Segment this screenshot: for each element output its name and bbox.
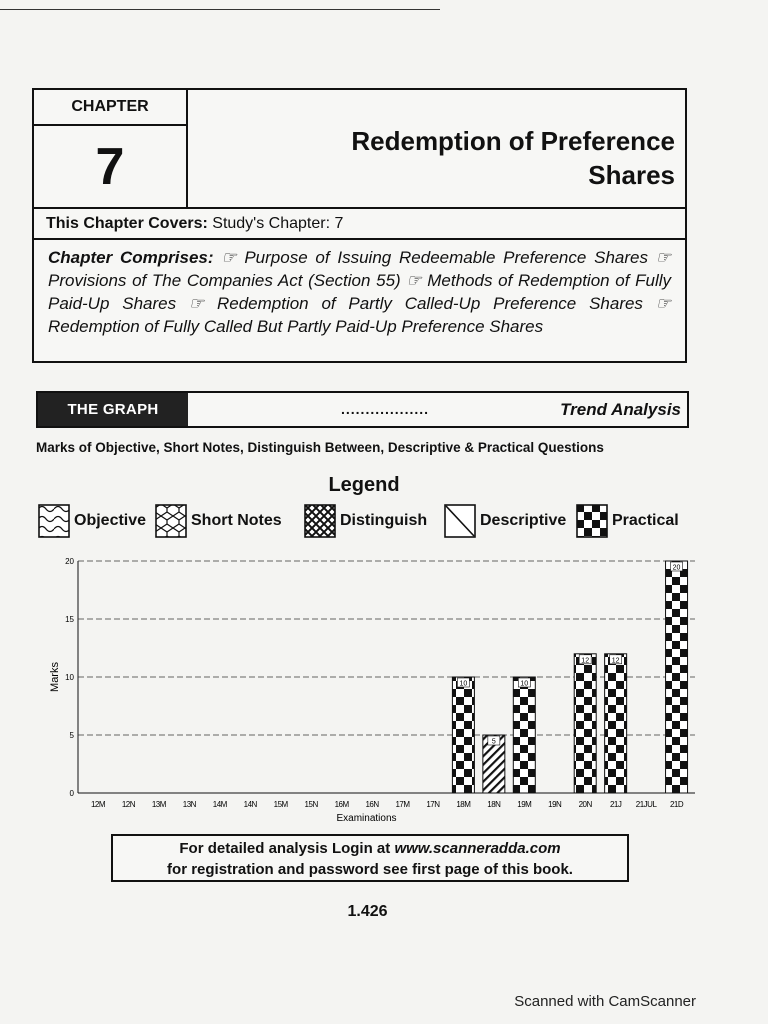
footer-prefix: For detailed analysis Login at bbox=[179, 840, 395, 857]
y-tick-label: 20 bbox=[65, 557, 74, 566]
bar-data-label: 20 bbox=[672, 564, 681, 572]
bar bbox=[513, 677, 535, 793]
bar-data-label: 10 bbox=[520, 680, 529, 688]
x-tick-label: 20N bbox=[578, 800, 592, 809]
graph-dots: .................. bbox=[341, 401, 430, 417]
y-tick-label: 10 bbox=[65, 673, 74, 682]
footer-line2: for registration and password see first page of this book. bbox=[167, 861, 573, 878]
y-tick-label: 5 bbox=[69, 731, 74, 740]
comprises-bullet-icon: ☞ bbox=[400, 271, 428, 290]
graph-banner bbox=[36, 391, 689, 428]
comprises-label: Chapter Comprises: bbox=[48, 248, 214, 267]
marks-description: Marks of Objective, Short Notes, Distinguish Between, Descriptive & Practical Questions bbox=[36, 440, 604, 455]
x-tick-label: 21JUL bbox=[635, 800, 657, 809]
legend-descriptive bbox=[444, 503, 566, 539]
y-axis-label: Marks bbox=[49, 662, 61, 692]
marks-bar-chart bbox=[40, 553, 700, 828]
bar bbox=[574, 654, 596, 793]
comprises-item: Redemption of Fully Called But Partly Paid-Up Preference Shares bbox=[48, 317, 544, 336]
x-tick-label: 21D bbox=[669, 800, 684, 809]
legend-short-notes bbox=[155, 503, 282, 539]
x-tick-label: 15N bbox=[304, 800, 318, 809]
chapter-covers bbox=[34, 207, 685, 240]
bar-data-label: 10 bbox=[459, 680, 468, 688]
comprises-bullet-icon: ☞ bbox=[647, 248, 671, 267]
x-tick-label: 16N bbox=[365, 800, 379, 809]
legend-descriptive-label: Descriptive bbox=[480, 512, 567, 529]
comprises-bullet-icon: ☞ bbox=[221, 248, 245, 267]
bar-data-label: 12 bbox=[611, 657, 620, 665]
x-tick-label: 21J bbox=[609, 800, 622, 809]
x-tick-label: 14M bbox=[212, 800, 227, 809]
short-notes-pattern-icon bbox=[155, 504, 187, 538]
comprises-bullet-icon: ☞ bbox=[642, 294, 671, 313]
x-tick-label: 19N bbox=[548, 800, 562, 809]
x-tick-label: 19M bbox=[517, 800, 532, 809]
x-tick-label: 17M bbox=[395, 800, 410, 809]
footer-url[interactable]: www.scanneradda.com bbox=[394, 840, 561, 857]
comprises-item: Methods of Redemption of Fully Paid-Up Shares bbox=[48, 271, 671, 313]
page-number: 1.426 bbox=[347, 903, 388, 920]
chapter-title-line1: Redemption of Preference bbox=[351, 126, 675, 156]
analysis-login-box bbox=[111, 834, 629, 882]
chapter-title bbox=[235, 124, 675, 192]
comprises-item: Redemption of Partly Called-Up Preference Shares bbox=[216, 294, 643, 313]
bar bbox=[452, 677, 474, 793]
x-tick-label: 14N bbox=[243, 800, 257, 809]
legend-short-notes-label: Short Notes bbox=[191, 512, 282, 529]
comprises-bullet-icon: ☞ bbox=[176, 294, 217, 313]
y-tick-label: 0 bbox=[69, 789, 74, 798]
objective-pattern-icon bbox=[38, 504, 70, 538]
covers-value: Study's Chapter: 7 bbox=[212, 215, 344, 232]
descriptive-pattern-icon bbox=[444, 504, 476, 538]
x-tick-label: 13M bbox=[151, 800, 166, 809]
x-tick-label: 13N bbox=[182, 800, 196, 809]
legend-distinguish bbox=[304, 503, 427, 539]
chapter-title-line2: Shares bbox=[588, 160, 675, 190]
chapter-comprises bbox=[34, 240, 685, 344]
bar-data-label: 12 bbox=[581, 657, 590, 665]
x-tick-label: 18M bbox=[456, 800, 471, 809]
x-tick-label: 12M bbox=[90, 800, 106, 809]
chapter-label: CHAPTER bbox=[34, 90, 188, 126]
chapter-header bbox=[32, 88, 687, 363]
bar bbox=[666, 561, 688, 793]
x-tick-label: 12N bbox=[121, 800, 136, 809]
practical-pattern-icon bbox=[576, 504, 608, 538]
legend-practical bbox=[576, 503, 679, 539]
x-tick-label: 17N bbox=[426, 800, 440, 809]
legend-objective-label: Objective bbox=[74, 512, 147, 529]
graph-label: THE GRAPH bbox=[38, 393, 188, 426]
chapter-number: 7 bbox=[34, 126, 188, 207]
x-tick-label: 18N bbox=[487, 800, 501, 809]
footer-line1 bbox=[113, 838, 627, 859]
legend-title: Legend bbox=[328, 474, 400, 496]
bar-data-label: 5 bbox=[491, 738, 496, 746]
x-tick-label: 16M bbox=[334, 800, 349, 809]
comprises-item: Purpose of Issuing Redeemable Preference Shares bbox=[244, 248, 648, 267]
top-rule bbox=[0, 9, 440, 10]
graph-trend: Trend Analysis bbox=[560, 400, 681, 419]
x-tick-label: 15M bbox=[273, 800, 288, 809]
comprises-item: Provisions of The Companies Act (Section 55) bbox=[48, 271, 401, 290]
legend-practical-label: Practical bbox=[612, 512, 679, 529]
bar bbox=[605, 654, 627, 793]
y-tick-label: 15 bbox=[65, 615, 74, 624]
x-axis-label: Examinations bbox=[336, 813, 397, 824]
distinguish-pattern-icon bbox=[304, 504, 336, 538]
legend-objective bbox=[38, 503, 146, 539]
legend-distinguish-label: Distinguish bbox=[340, 512, 428, 529]
covers-label: This Chapter Covers: bbox=[46, 215, 208, 232]
scanner-watermark: Scanned with CamScanner bbox=[514, 993, 696, 1010]
